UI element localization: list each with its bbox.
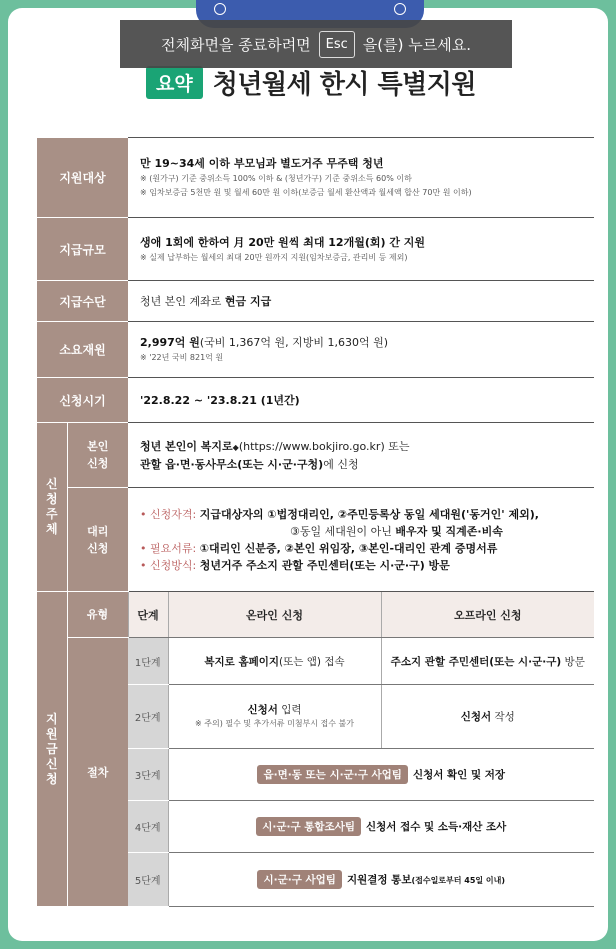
home-icon: ◆ [232,442,239,452]
label-self-apply: 본인신청 [67,423,128,488]
label-budget: 소요재원 [37,322,128,378]
row-proxy-apply: 대리신청 • 신청자격: 지급대상자의 ①법정대리인, ②주민등록상 동일 세대원('동거인' 제외), ③동일 세대원이 아닌 배우자 및 직계존·비속 • 필요서류: ①대리인 신분증, ②본인 위임장, ③본인-대리인 관계 증명서류 • 신청방식: 청년거주 주소지 관할 주민센터(또는 시·군·구) 방문 [37,488,594,592]
method-text: 청년 본인 계좌로 [140,294,225,308]
label-applicant-group: 신청주체 [37,423,67,592]
row-step-5: 5단계 시·군·구 사업팀 지원결정 통보(접수일로부터 45일 이내) [37,853,594,907]
header-offline: 오프라인 신청 [381,592,594,638]
self-apply-office: 관할 읍·면·동사무소(또는 시·군·구청) [140,457,324,471]
label-type: 유형 [67,592,128,638]
proxy-documents: ①대리인 신분증, ②본인 위임장, ③본인-대리인 관계 증명서류 [199,541,498,555]
summary-badge: 요약 [146,66,203,99]
scale-main: 생애 1회에 한하여 月 20만 원씩 최대 12개월(회) 간 지원 [140,235,426,249]
self-apply-url: (https://www.bokjiro.go.kr) 또는 [238,439,410,453]
target-note-1: ※ (원가구) 기준 중위소득 100% 이하 & (청년가구) 기준 중위소득 60% 이하 [140,174,412,183]
team-pill: 시·군·구 사업팀 [257,870,342,889]
bullet-icon: • [140,558,150,572]
document-title-row [146,65,476,99]
summary-table [37,137,594,907]
row-scale [37,218,594,281]
self-apply-bold: 청년 본인이 복지로 [140,439,233,453]
bullet-icon: • [140,541,150,555]
label-period: 신청시기 [37,378,128,423]
budget-breakdown: (국비 1,367억 원, 지방비 1,630억 원) [199,336,389,349]
esc-key: Esc [319,31,355,58]
label-method: 지급수단 [37,281,128,322]
row-step-2: 2단계 신청서 입력 ※ 주의) 필수 및 추가서류 미첨부시 접수 불가 신청서 작성 [37,685,594,749]
row-period [37,378,594,423]
document-page [8,8,608,941]
row-self-apply: 신청주체 본인신청 청년 본인이 복지로◆(https://www.bokjiro.go.kr) 또는 관할 읍·면·동사무소(또는 시·군·구청)에 신청 [37,423,594,488]
proxy-method: 청년거주 주소지 관할 주민센터(또는 시·군·구) 방문 [199,558,450,572]
document-title: 청년월세 한시 특별지원 [212,69,476,100]
circle-icon [394,3,406,15]
circle-icon [214,3,226,15]
budget-note: ※ '22년 국비 821억 원 [140,353,224,362]
label-scale: 지급규모 [37,218,128,281]
label-proxy-apply: 대리신청 [67,488,128,592]
scale-note: ※ 실제 납부하는 월세의 최대 20만 원까지 지원(임차보증금, 관리비 등 제외) [140,252,408,262]
label-procedure: 절차 [67,638,128,907]
row-method [37,281,594,322]
team-pill: 시·군·구 통합조사팀 [256,817,361,836]
fullscreen-exit-notice: 전체화면을 종료하려면 Esc 을(를) 누르세요. [120,20,512,68]
method-bold: 현금 지급 [224,294,272,308]
row-type-header [37,592,594,638]
row-step-3: 3단계 읍·면·동 또는 시·군·구 사업팀 신청서 확인 및 저장 [37,749,594,801]
period-value: '22.8.22 ~ '23.8.21 (1년간) [140,393,300,407]
proxy-qualification: 지급대상자의 ①법정대리인, ②주민등록상 동일 세대원('동거인' 제외), [199,507,539,521]
row-target [37,138,594,218]
header-step: 단계 [128,592,168,638]
row-step-1: 절차 1단계 복지로 홈페이지(또는 앱) 접속 주소지 관할 주민센터(또는 시·군·구) 방문 [37,638,594,685]
team-pill: 읍·면·동 또는 시·군·구 사업팀 [257,765,408,784]
row-step-4: 4단계 시·군·구 통합조사팀 신청서 접수 및 소득·재산 조사 [37,801,594,853]
label-procedure-group: 지원금 신청 [37,592,67,907]
budget-total: 2,997억 원 [140,336,200,349]
label-target: 지원대상 [37,138,128,218]
target-main: 만 19~34세 이하 부모님과 별도거주 무주택 청년 [140,157,384,170]
header-online: 온라인 신청 [168,592,381,638]
bullet-icon: • [140,507,150,521]
row-budget [37,322,594,378]
target-note-2: ※ 임차보증금 5천만 원 및 월세 60만 원 이하(보증금 월세 환산액과 월세액 합산 70만 원 이하) [140,188,472,197]
